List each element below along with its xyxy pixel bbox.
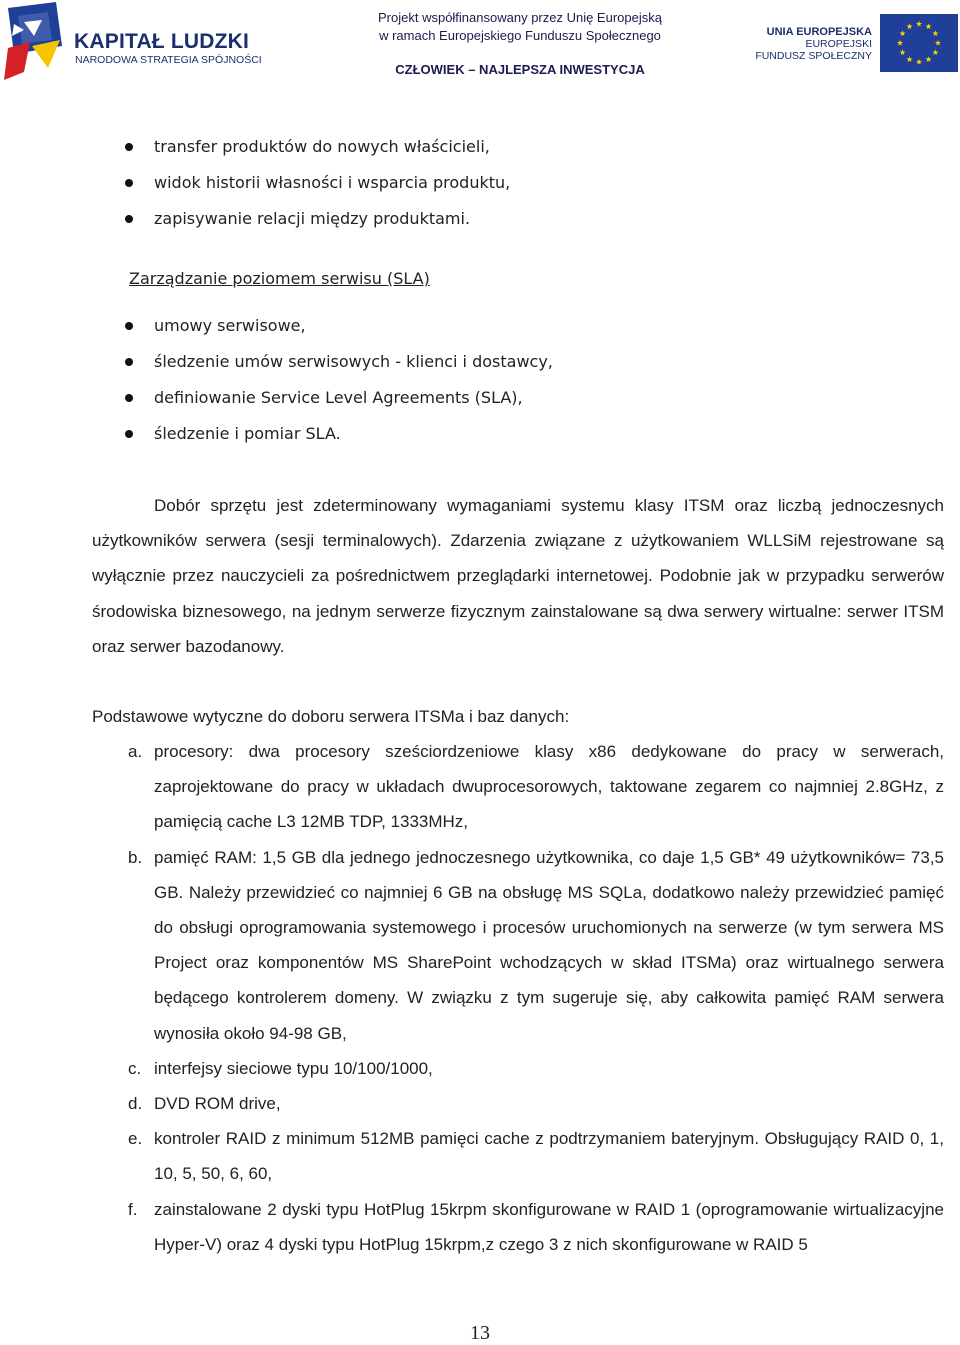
section-heading: Zarządzanie poziomem serwisu (SLA) [129,269,430,288]
list-item: c. interfejsy sieciowe typu 10/100/1000, [92,1051,944,1086]
page-header [0,0,960,95]
bullet-icon [125,430,133,438]
list-item: zapisywanie relacji między produktami. [92,206,510,242]
project-line-1: Projekt współfinansowany przez Unię Europejską [378,10,662,25]
page-number: 13 [470,1322,490,1344]
eu-logo [755,14,958,74]
list-item: d. DVD ROM drive, [92,1086,944,1121]
bullet-icon [125,322,133,330]
bullet-icon [125,215,133,223]
project-line-2: w ramach Europejskiego Funduszu Społecznego [379,28,661,43]
eu-flag-icon [880,14,958,72]
list-item: śledzenie umów serwisowych - klienci i dostawcy, [92,349,553,385]
list-marker: d. [128,1094,143,1114]
bullet-icon [125,358,133,366]
bullet-icon [125,394,133,402]
bullet-list-sla [92,313,553,457]
eu-logo-text [755,26,872,62]
list-item: umowy serwisowe, [92,313,553,349]
list-marker: b. [128,847,143,867]
header-motto: CZŁOWIEK – NAJLEPSZA INWESTYCJA [395,62,645,77]
guidelines-intro: Podstawowe wytyczne do doboru serwera ITSMa i baz danych: [92,707,570,726]
list-item: b. pamięć RAM: 1,5 GB dla jednego jednoczesnego użytkownika, co daje 1,5 GB* 49 użytkowników= 73,5 GB. Należy przewidzieć co najmniej 6 GB na obsługę MS SQLa, dodatkowo należy przewidzieć pamięć do obsługi oprogramowania systemowego i procesów uruchomionych na serwerze (w tym serwera MS Project oraz komponentów MS SharePoint wchodzących w skład ITSMa) oraz wirtualnego serwera będącego kontrolerem domeny. W związku z tym sugeruje się, aby całkowita pamięć RAM serwera wynosiła około 94-98 GB, [92,840,944,1051]
list-item: śledzenie i pomiar SLA. [92,421,553,457]
list-marker: c. [128,1058,142,1078]
list-marker: a. [128,742,143,761]
list-item: f. zainstalowane 2 dyski typu HotPlug 15krpm skonfigurowane w RAID 1 (oprogramowanie wirtualizacyjne Hyper-V) oraz 4 dyski typu HotPlug 15krpm,z czego 3 z nich skonfigurowane w RAID 5 [92,1192,944,1262]
logo-title: KAPITAŁ LUDZKI [74,30,250,53]
eu-line-3: FUNDUSZ SPOŁECZNY [755,50,872,62]
project-info [330,9,710,45]
kapital-ludzki-logo [4,2,262,80]
bullet-list-products [92,134,510,242]
logo-subtitle: NARODOWA STRATEGIA SPÓJNOŚCI [75,54,262,66]
bullet-icon [125,143,133,151]
list-marker: e. [128,1129,143,1149]
hardware-paragraph: Dobór sprzętu jest zdeterminowany wymaganiami systemu klasy ITSM oraz liczbą jednoczesnych użytkowników serwera (sesji terminalowych). Zdarzenia związane z użytkowaniem WLLSiM rejestrowane są wyłącznie przez nauczycieli za pośrednictwem przeglądarki internetowej. Podobnie jak w przypadku serwerów środowiska biznesowego, na jednym serwerze fizycznym zainstalowane są dwa serwery wirtualne: serwer ITSM oraz serwer bazodanowy. [92,496,944,656]
kapital-ludzki-emblem-icon [4,2,66,80]
list-item: a. procesory: dwa procesory sześciordzeniowe klasy x86 dedykowane do pracy w serwerach, zaprojektowane do pracy w układach dwuprocesorowych, taktowane zegarem co najmniej 2.8GHz, z pamięcią cache L3 12MB TDP, 1333MHz, [92,734,944,840]
requirements-list [92,734,944,1262]
eu-line-2: EUROPEJSKI [805,38,872,50]
list-marker: f. [128,1199,138,1219]
list-item: e. kontroler RAID z minimum 512MB pamięci cache z podtrzymaniem bateryjnym. Obsługujący RAID 0, 1, 10, 5, 50, 6, 60, [92,1121,944,1191]
list-item: widok historii własności i wsparcia produktu, [92,170,510,206]
bullet-icon [125,179,133,187]
list-item: transfer produktów do nowych właścicieli, [92,134,510,170]
list-item: definiowanie Service Level Agreements (SLA), [92,385,553,421]
eu-line-1: UNIA EUROPEJSKA [766,26,872,38]
